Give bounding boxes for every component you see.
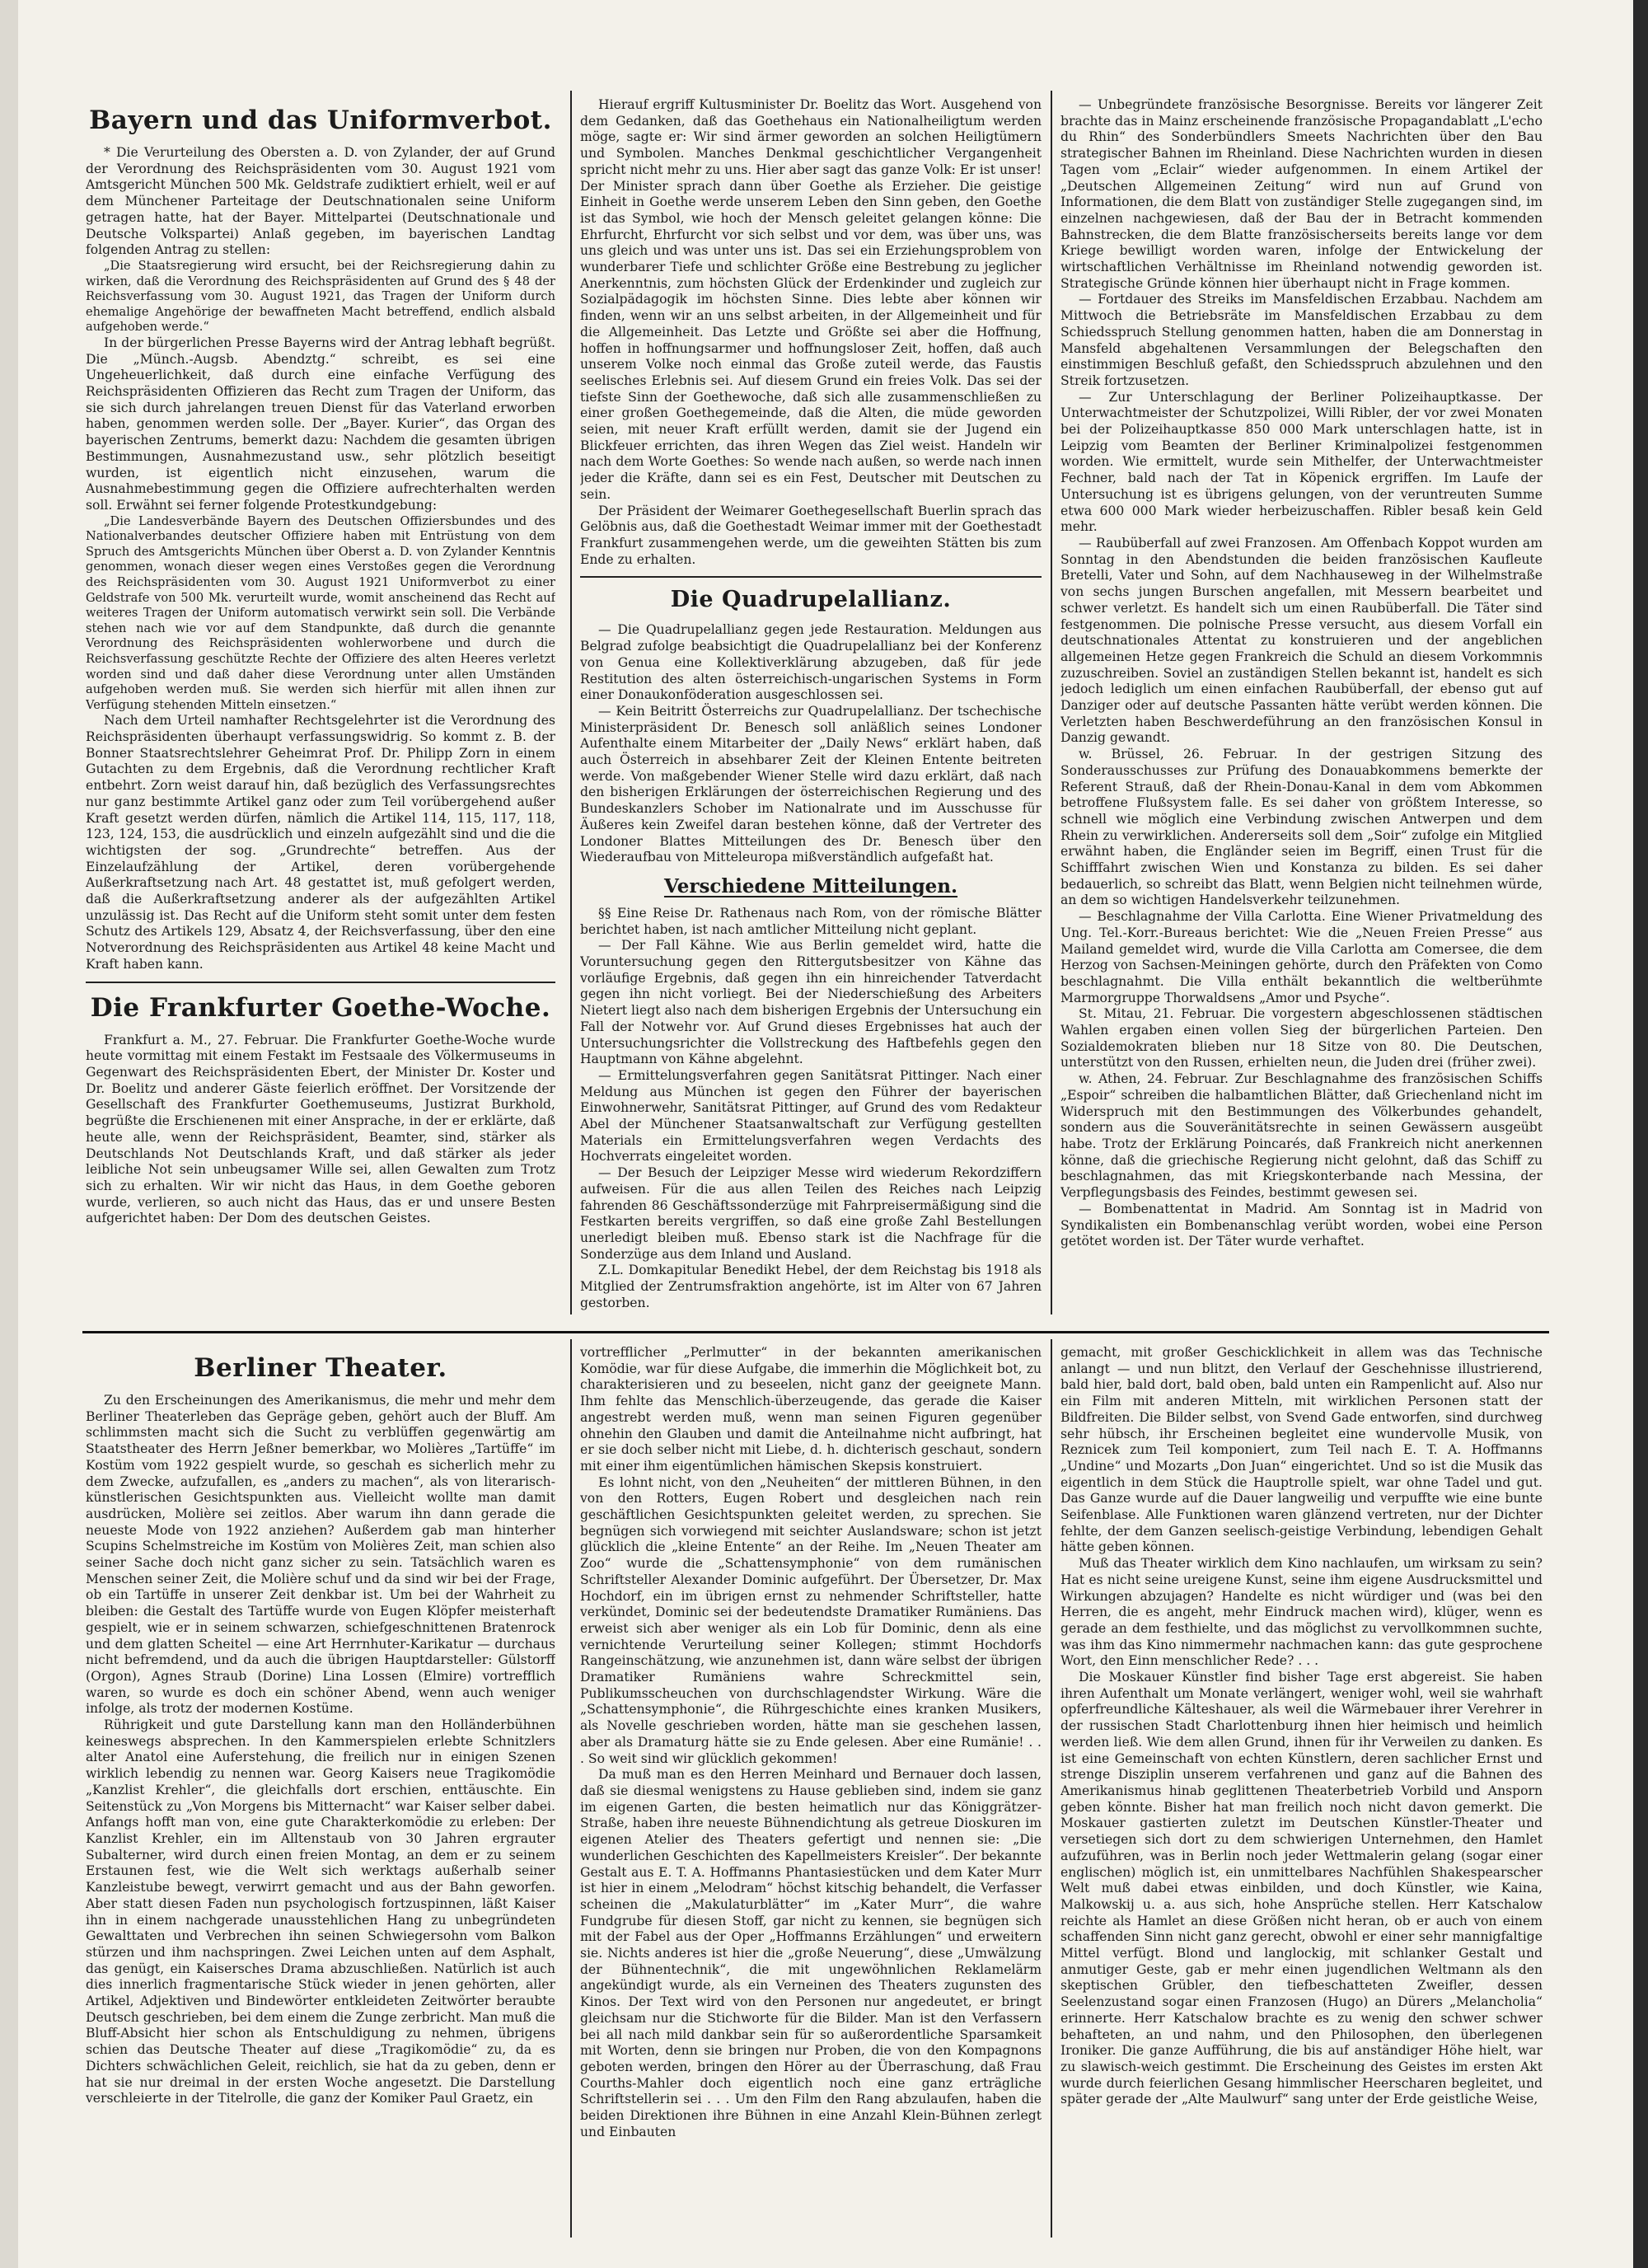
- news-item: — Der Besuch der Leipziger Messe wird wiederum Rekordziffern aufweisen. Für die aus allen Teilen des Reiches nach Leipzig fahrenden 86 Geschäftssonderzüge mit Fahrpreisermäßigung sind die Festkarten bereits vergriffen, so daß eine große Zahl Bestellungen unerledigt bleiben muß. Ebenso stark ist die Nachfrage für die Sonderzüge aus dem Inland und Ausland.: [580, 1165, 1042, 1262]
- news-item: — Raubüberfall auf zwei Franzosen. Am Offenbach Koppot wurden am Sonntag in den Abendstunden die beiden französischen Kaufleute Bretelli, Vater und Sohn, auf dem Nachhauseweg in der Wilhelmstraße von sechs jungen Burschen angefallen, mit Messern bearbeitet und schwer verletzt. Es handelt sich um einen Raubüberfall. Die Täter sind festgenommen. Die polnische Presse versucht, aus diesem Vorfall ein deutschnationales Attentat zu konstruieren und der angeblichen allgemeinen Hetze gegen Frankreich die Schuld an diesem Vorkommnis zuzuschreiben. Soviel an zuständigen Stellen bekannt ist, handelt es sich jedoch lediglich um einen einfachen Raubüberfall, der ebenso gut auf Danziger oder auf deutsche Passanten hätte verübt werden können. Die Verletzten haben Beschwerdeführung an den französischen Konsul in Danzig gewandt.: [1060, 535, 1543, 746]
- news-item: Z.L. Domkapitular Benedikt Hebel, der dem Reichstag bis 1918 als Mitglied der Zentrumsfraktion angehörte, ist im Alter von 67 Jahren gestorben.: [580, 1263, 1042, 1310]
- news-item: St. Mitau, 21. Februar. Die vorgestern abgeschlossenen städtischen Wahlen ergaben einen vollen Sieg der bürgerlichen Parteien. Den Sozialdemokraten blieben nur 18 Sitze von 80. Die Deutschen, unterstützt von den Russen, erhielten neun, die Juden drei (früher zwei).: [1060, 1006, 1543, 1071]
- article-divider: [580, 576, 1042, 578]
- article-paragraph: Muß das Theater wirklich dem Kino nachlaufen, um wirksam zu sein? Hat es nicht seine ureigene Kunst, seine ihm eigene Ausdrucksmittel und Wirkungen abzujagen? Handelte es nicht würdiger und (was bei den Herren, die es angeht, mehr Eindruck machen wird), klüger, wenn es gerade an dem festhielte, und das möglichst zu vervollkommnen suchte, was ihm das Kino nimmermehr nachmachen kann: das gute gesprochene Wort, den Einn menschlicher Rede? . . .: [1060, 1556, 1543, 1669]
- column-1: [86, 97, 555, 1313]
- page-left-edge: [0, 0, 18, 2268]
- feuilleton-rule: [82, 1331, 1549, 1333]
- news-item: — Ermittelungsverfahren gegen Sanitätsrat Pittinger. Nach einer Meldung aus München ist gegen den Führer der bayerischen Einwohnerwehr, Sanitätsrat Pittinger, auf Grund des vom Redakteur Abel der Münchener Staatsanwaltschaft zur Verfügung gestellten Materials ein Ermittelungsverfahren wegen Verdachts des Hochverrats eingeleitet worden.: [580, 1067, 1042, 1164]
- column-rule: [570, 91, 572, 1314]
- column-rule: [1051, 91, 1052, 1314]
- article-paragraph: Es lohnt nicht, von den „Neuheiten“ der mittleren Bühnen, in den von den Rotters, Eugen Robert und desgleichen nach rein geschäftlichen Gesichtspunkten geleitet werden, zu sprechen. Sie begnügen sich vorwiegend mit seichter Auslandsware; schon ist jetzt glücklich die „kleine Entente“ an der Reihe. Im „Neuen Theater am Zoo“ wurde die „Schattensymphonie“ von dem rumänischen Schriftsteller Alexander Dominic aufgeführt. Der Übersetzer, Dr. Max Hochdorf, ein im übrigen ernst zu nehmender Schriftsteller, hatte verkündet, Dominic sei der bedeutendste Dramatiker Rumäniens. Das erweist sich aber weniger als ein Lob für Dominic, denn als eine vernichtende Verurteilung seiner Kollegen; stimmt Hochdorfs Rangeinschätzung, wie anzunehmen ist, dann wäre selbst der übrigen Dramatiker Rumäniens wahre Schreckmittel sein, Publikumsscheuchen von durchschlagendster Wirkung. Wäre die „Schattensymphonie“, die Rührgeschichte eines kranken Musikers, als Novelle geschrieben worden, hätte man sie geschehen lassen, aber als Dramaturg hätte sie zu Ende gelesen. Aber eine Rumänie! . . . So weit sind wir glücklich gekommen!: [580, 1474, 1042, 1766]
- article-paragraph: * Die Verurteilung des Obersten a. D. von Zylander, der auf Grund der Verordnung des Reichspräsidenten vom 30. August 1921 vom Amtsgericht München 500 Mk. Geldstrafe zudiktiert erhielt, weil er auf dem Münchener Parteitage der Deutschnationalen seine Uniform getragen hatte, hat der Bayer. Mittelpartei (Deutschnationale und Deutsche Volkspartei) Anlaß gegeben, im bayerischen Landtag folgenden Antrag zu stellen:: [86, 145, 555, 258]
- feuilleton-column-1: [86, 1345, 555, 2239]
- news-item: — Beschlagnahme der Villa Carlotta. Eine Wiener Privatmeldung des Ung. Tel.-Korr.-Bureaus berichtet: Wie die „Neuen Freien Presse“ aus Mailand gemeldet wird, wurde die Villa Carlotta am Comersee, die dem Herzog von Sachsen-Meiningen gehörte, durch den Präfekten von Como beschlagnahmt. Die Villa enthält bekanntlich die weltberühmte Marmorgruppe Thorwaldsens „Amor und Psyche“.: [1060, 909, 1543, 1005]
- article-quote: „Die Staatsregierung wird ersucht, bei der Reichsregierung dahin zu wirken, daß die Verordnung des Reichspräsidenten auf Grund des § 48 der Reichsverfassung vom 30. August 1921, das Tragen der Uniform durch ehemalige Angehörige der bewaffneten Macht betreffend, endlich alsbald aufgehoben werde.“: [86, 258, 555, 335]
- article-quote: „Die Landesverbände Bayern des Deutschen Offiziersbundes und des Nationalverbandes deutscher Offiziere haben mit Entrüstung von dem Spruch des Amtsgerichts München über Oberst a. D. von Zylander Kenntnis genommen, wonach dieser wegen eines Verstoßes gegen die Verordnung des Reichspräsidenten vom 30. August 1921 Uniformverbot zu einer Geldstrafe von 500 Mk. verurteilt wurde, womit anscheinend das Recht auf weiteres Tragen der Uniform automatisch verwirkt sein soll. Die Verbände stehen nach wie vor auf dem Standpunkte, daß durch die genannte Verordnung des Reichspräsidenten wohlerworbene und durch die Reichsverfassung geschützte Rechte der Offiziere des alten Heeres verletzt worden sind und daß daher diese Verordnung unter allen Umständen aufgehoben werden muß. Sie werden sich hierfür mit allen ihnen zur Verfügung stehenden Mitteln einsetzen.“: [86, 513, 555, 712]
- news-item: w. Athen, 24. Februar. Zur Beschlagnahme des französischen Schiffs „Espoir“ schreiben die halbamtlichen Blätter, daß Griechenland nicht im Widerspruch mit den Bestimmungen des Völkerbundes gehandelt, sondern aus die Souveränitätsrechte in seinen Gewässern ausgeübt habe. Trotz der Erklärung Poincarés, daß Frankreich nicht anerkennen könne, daß die griechische Regierung nicht gelohnt, daß das Schiff zu beschlagnahmen, das mit Kriegskonterbande nach Messina, der Verpflegungsbasis des Feindes, bestimmt gewesen sei.: [1060, 1071, 1543, 1201]
- column-2: [580, 97, 1042, 1313]
- article-title: Berliner Theater.: [194, 1353, 447, 1383]
- column-rule: [570, 1339, 572, 2238]
- article-paragraph: — Kein Beitritt Österreichs zur Quadrupelallianz. Der tschechische Ministerpräsident Dr. Benesch soll anläßlich seines Londoner Aufenthalte einem Mitarbeiter der „Daily News“ erklärt haben, daß auch Österreich in absehbarer Zeit der Kleinen Entente beitreten werde. Von maßgebender Wiener Stelle wird dazu erklärt, daß nach den bisherigen Erklärungen der österreichischen Regierung und des Bundeskanzlers Schober im Nationalrate und im Ausschusse für Äußeres kein Zweifel daran bestehen könne, daß der Vertreter des Londoner Blattes Mitteilungen des Dr. Benesch über den Wiederaufbau von Mitteleuropa mißverständlich aufgefaßt hat.: [580, 703, 1042, 865]
- news-item: — Unbegründete französische Besorgnisse. Bereits vor längerer Zeit brachte das in Mainz erscheinende französische Propagandablatt „L'echo du Rhin“ des Sonderbündlers Smeets Nachrichten über den Bau strategischer Bahnen im Rheinland. Diese Nachrichten wurden in diesen Tagen vom „Eclair“ wieder aufgenommen. In einem Artikel der „Deutschen Allgemeinen Zeitung“ wird nun auf Grund von Informationen, die dem Blatt von zuständiger Stelle zugegangen sind, im einzelnen nachgewiesen, daß der Bau der in Betracht kommenden Bahnstrecken, die dem Blatte französischerseits bereits lange vor dem Kriege bewilligt worden waren, infolge der Entwickelung der wirtschaftlichen Verhältnisse im Rheinland notwendig geworden ist. Strategische Gründe können hier überhaupt nicht in Frage kommen.: [1060, 97, 1543, 291]
- article-paragraph: — Die Quadrupelallianz gegen jede Restauration. Meldungen aus Belgrad zufolge beabsichtigt die Quadrupelallianz bei der Konferenz von Genua eine Kollektiverklärung abzugeben, daß für jede Restitution des alten österreichisch-ungarischen Systems in Form einer Donaukonföderation ausgeschlossen sei.: [580, 622, 1042, 703]
- page-right-edge: [1633, 0, 1648, 2268]
- article-paragraph: In der bürgerlichen Presse Bayerns wird der Antrag lebhaft begrüßt. Die „Münch.-Augsb. Abendztg.“ schreibt, es sei eine Ungeheuerlichkeit, daß durch eine einfache Verfügung des Reichspräsidenten Offizieren das Recht zum Tragen der Uniform, das sie sich durch jahrelangen treuen Dienst für das Vaterland erworben haben, genommen werden solle. Der „Bayer. Kurier“, das Organ des bayerischen Zentrums, bemerkt dazu: Nachdem die gesamten übrigen Bestimmungen, Ausnahmezustand usw., sehr plötzlich beseitigt wurden, ist eigentlich nicht einzusehen, warum die Ausnahmebestimmung gegen die Offiziere aufrechterhalten werden soll. Erwähnt sei ferner folgende Protestkundgebung:: [86, 335, 555, 513]
- news-item: [580, 1312, 1042, 1313]
- article-paragraph: Nach dem Urteil namhafter Rechtsgelehrter ist die Verordnung des Reichspräsidenten überhaupt verfassungswidrig. So kommt z. B. der Bonner Staatsrechtslehrer Geheimrat Prof. Dr. Philipp Zorn in einem Gutachten zu dem Ergebnis, daß die Verordnung rechtlicher Kraft entbehrt. Zorn weist darauf hin, daß bezüglich des Verfassungsrechtes nur ganz bestimmte Artikel ganz oder zum Teil vorübergehend außer Kraft gesetzt werden dürfen, nämlich die Artikel 114, 115, 117, 118, 123, 124, 153, die ausdrücklich und einzeln aufgezählt sind und die die wichtigsten der sog. „Grundrechte“ betreffen. Aus der Einzelaufzählung der Artikel, deren vorübergehende Außerkraftsetzung nach Art. 48 gestattet ist, muß gefolgert werden, daß die Außerkraftsetzung anderer als der aufgezählten Artikel unzulässig ist. Das Recht auf die Uniform steht somit unter dem festen Schutz des Artikels 129, Absatz 4, der Reichsverfassung, über den eine Notverordnung des Reichspräsidenten aus Artikel 48 keine Macht und Kraft haben kann.: [86, 713, 555, 972]
- article-paragraph: Frankfurt a. M., 27. Februar. Die Frankfurter Goethe-Woche wurde heute vormittag mit einem Festakt im Festsaale des Völkermuseums in Gegenwart des Reichspräsidenten Ebert, der Minister Dr. Koster und Dr. Boelitz und anderer Gäste feierlich eröffnet. Der Vorsitzende der Gesellschaft des Frankfurter Goethemuseums, Justizrat Burkhold, begrüßte die Erschienenen mit einer Ansprache, in der er erklärte, daß heute alle, wenn der Reichspräsident, Beamter, sind, stärker als Deutschlands Not Deutschlands Kraft, und daß stärker als jeder leibliche Not sein unbeugsamer Wille sei, allen Gewalten zum Trotz sich zu erhalten. Wir wir nicht das Haus, in dem Goethe geboren wurde, verlieren, so auch nicht das Haus, das er und unsere Besten aufgerichtet haben: Der Dom des deutschen Geistes.: [86, 1032, 555, 1226]
- article-title: Die Frankfurter Goethe-Woche.: [90, 992, 551, 1023]
- feuilleton-column-3: [1060, 1345, 1543, 2239]
- section-title: Verschiedene Mitteilungen.: [663, 874, 958, 897]
- feuilleton-column-2: [580, 1345, 1042, 2239]
- article-divider: [86, 982, 555, 983]
- column-rule: [1051, 1339, 1052, 2238]
- column-3: [1060, 97, 1543, 1313]
- news-item: — Zur Unterschlagung der Berliner Polizeihauptkasse. Der Unterwachtmeister der Schutzpolizei, Willi Ribler, der vor zwei Monaten bei der Polizeihauptkasse 850 000 Mark unterschlagen hatte, ist in Leipzig vom Beamten der Berliner Kriminalpolizei festgenommen worden. Wie ermittelt, wurde sein Mithelfer, der Unterwachtmeister Fechner, bald nach der Tat in Köpenick ergriffen. Im Laufe der Untersuchung ist es übrigens gelungen, von der veruntreuten Summe etwa 600 000 Mark wieder herbeizuschaffen. Ribler besaß kein Geld mehr.: [1060, 389, 1543, 535]
- news-item: — Fortdauer des Streiks im Mansfeldischen Erzabbau. Nachdem am Mittwoch die Betriebsräte im Mansfeldischen Erzabbau zu dem Schiedsspruch Stellung genommen hatten, haben die am Donnerstag in Mansfeld abgehaltenen Versammlungen der Belegschaften den einstimmigen Beschluß gefaßt, den Schiedsspruch abzulehnen und den Streik fortzusetzen.: [1060, 292, 1543, 388]
- article-title: Bayern und das Uniformverbot.: [89, 105, 552, 135]
- news-item: — Der Fall Kähne. Wie aus Berlin gemeldet wird, hatte die Voruntersuchung gegen den Rittergutsbesitzer von Kähne das vorläufige Ergebnis, daß gegen ihn ein hinreichender Tatverdacht gegen ihn nicht vorliegt. Bei der Niederschießung des Arbeiters Nietert liegt also nach dem bisherigen Ergebnis der Untersuchung ein Fall der Notwehr vor. Auf Grund dieses Ergebnisses hat auch der Untersuchungsrichter die Vollstreckung des Haftbefehls gegen den Hauptmann von Kähne abgelehnt.: [580, 938, 1042, 1067]
- article-paragraph: gemacht, mit großer Geschicklichkeit in allem was das Technische anlangt — und nun blitzt, den Verlauf der Geschehnisse illustrierend, bald hier, bald dort, bald oben, bald unten ein Rampenlicht auf. Also nur ein Film mit anderen Mitteln, mit wirklichen Personen statt der Bildfreiten. Die Bilder selbst, von Svend Gade entworfen, sind durchweg sehr hübsch, ihr Erscheinen begleitet eine wundervolle Musik, von Reznicek zum Teil komponiert, zum Teil nach E. T. A. Hoffmanns „Undine“ und Mozarts „Don Juan“ eingerichtet. Und so ist die Musik das eigentlich in dem Stück die Hauptrolle spielt, war ohne Tadel und gut. Das Ganze wurde auf die Dauer langweilig und verpuffte wie eine bunte Seifenblase. Alle Funktionen waren glänzend vertreten, nur der Dichter fehlte, der dem Ganzen seelisch-geistige Verbindung, lebendigen Gehalt hätte geben können.: [1060, 1345, 1543, 1555]
- news-item: — Bombenattentat in Madrid. Am Sonntag ist in Madrid von Syndikalisten ein Bombenanschlag verübt worden, wobei eine Person getötet worden ist. Der Täter wurde verhaftet.: [1060, 1201, 1543, 1249]
- article-paragraph: Zu den Erscheinungen des Amerikanismus, die mehr und mehr dem Berliner Theaterleben das Gepräge geben, gehört auch der Bluff. Am schlimmsten macht sich die Sucht zu verblüffen gegenwärtig am Staatstheater des Herrn Jeßner bemerkbar, wo Molières „Tartüffe“ im Kostüm vom 1922 gespielt wurde, so geschah es sicherlich mehr zu dem Zwecke, aufzufallen, es „anders zu machen“, als von literarisch-künstlerischen Gesichtspunkten aus. Vielleicht wollte man damit ausdrücken, Molière sei zeitlos. Aber warum ihn dann gerade die neueste Mode von 1922 anziehen? Außerdem gab man hinterher Scupins Schelmstreiche im Kostüm von Molières Zeit, man schien also seiner Sache doch nicht ganz sicher zu sein. Tatsächlich waren es Menschen seiner Zeit, die Molière schuf und da sind wir bei der Frage, ob ein Tartüffe in unserer Zeit denkbar ist. Um bei der Wahrheit zu bleiben: die Gestalt des Tartüffe wurde von Eugen Klöpfer meisterhaft gespielt, wie er in seinem schwarzen, schiefgeschnittenen Bratenrock und dem glatten Scheitel — eine Art Herrnhuter-Karikatur — durchaus nicht befremdend, und da auch die übrigen Hauptdarsteller: Gülstorff (Orgon), Agnes Straub (Dorine) Lina Lossen (Elmire) vortrefflich waren, so wurde es doch ein schöner Abend, wenn auch weniger infolge, als trotz der modernen Kostüme.: [86, 1393, 555, 1717]
- article-paragraph: vortrefflicher „Perlmutter“ in der bekannten amerikanischen Komödie, war für diese Aufgabe, die immerhin die Möglichkeit bot, zu charakterisieren und zu beseelen, nicht ganz der geeignete Mann. Ihm fehlte das Menschlich-überzeugende, das gerade die Kaiser angestrebt werden muß, wenn man seinen Figuren gegenüber ohnehin den Glauben und damit die Anteilnahme nicht aufbringt, hat er sie doch selber nicht mit Liebe, d. h. dichterisch geschaut, sondern mit einer ihm eigentümlichen hämischen Skepsis konstruiert.: [580, 1345, 1042, 1474]
- news-item: w. Brüssel, 26. Februar. In der gestrigen Sitzung des Sonderausschusses zur Prüfung des Donauabkommens bemerkte der Referent Strauß, daß der Rhein-Donau-Kanal in dem vom Abkommen betroffene Flußsystem falle. Es sei daher von größtem Interesse, so schnell wie möglich eine Verbindung zwischen Antwerpen und dem Rhein zu verwirklichen. Andererseits soll dem „Soir“ zufolge ein Mitglied erwähnt haben, die Engländer seien im Begriff, einen Trust für die Schifffahrt zwischen Wien und Konstanza zu bilden. Es sei daher bedauerlich, so schreibt das Blatt, wenn Belgien nicht teilnehmen würde, an dem so wichtigen Handelsverkehr teilzunehmen.: [1060, 747, 1543, 908]
- article-paragraph: Der Präsident der Weimarer Goethegesellschaft Buerlin sprach das Gelöbnis aus, daß die Goethestadt Weimar immer mit der Goethestadt Frankfurt zusammengehen werde, um die geweihten Stätten bis zum Ende zu erhalten.: [580, 503, 1042, 567]
- news-item: §§ Eine Reise Dr. Rathenaus nach Rom, von der römische Blätter berichtet haben, ist nach amtlicher Mitteilung nicht geplant.: [580, 905, 1042, 937]
- article-paragraph: Rührigkeit und gute Darstellung kann man den Holländerbühnen keineswegs absprechen. In den Kammerspielen erlebte Schnitzlers alter Anatol eine Auferstehung, die freilich nur in einigen Szenen wirklich lebendig zu nennen war. Georg Kaisers neue Tragikomödie „Kanzlist Krehler“, die gleichfalls dort erschien, enttäuschte. Ein Seitenstück zu „Von Morgens bis Mitternacht“ war Kaiser selber dabei. Anfangs hofft man von, eine gute Charakterkomödie zu erleben: Der Kanzlist Krehler, ein im Alltenstaub von 30 Jahren ergrauter Subalterner, wird durch einen freien Montag, an dem er zu seinem Erstaunen fest, wie die Welt sich werktags außerhalb seiner Kanzleistube bewegt, verwirrt gemacht und aus der Bahn geworfen. Aber statt diesen Faden nun psychologisch fortzuspinnen, läßt Kaiser ihn in einem nachgerade unausstehlichen Hang zu unbegründeten Gewalttaten und Verbrechen ihn seinen Schwiegersohn vom Balkon stürzen und ihm nachspringen. Zwei Leichen unten auf dem Asphalt, das genügt, ein Kaisersches Drama abzuschließen. Natürlich ist auch dies innerlich fragmentarische Stück wieder in jenen gehörten, aller Artikel, Adjektiven und Bindewörter entkleideten Zeitwörter beraubte Deutsch geschrieben, bei dem einem die Zunge zerbricht. Man muß die Bluff-Absicht hier schon als Entschuldigung zu nehmen, übrigens schien das Deutsche Theater auf diese „Tragikomödie“ zu, da es Dichters schwächlichen Geleit, reichlich, sie hat da zu geben, denn er hat sie nur dreimal in der ersten Woche angesetzt. Die Darstellung verschleierte in der Titelrolle, die ganz der Komiker Paul Graetz, ein: [86, 1717, 555, 2106]
- article-paragraph: Da muß man es den Herren Meinhard und Bernauer doch lassen, daß sie diesmal wenigstens zu Hause geblieben sind, indem sie ganz im eigenen Garten, die besten heimatlich nur das Königgrätzer-Straße, haben ihre neueste Bühnendichtung als getreue Dioskuren im eigenen Atelier des Theaters gefertigt und nennen sie: „Die wunderlichen Geschichten des Kapellmeisters Kreisler“. Der bekannte Gestalt aus E. T. A. Hoffmanns Phantasiestücken und dem Kater Murr ist hier in einem „Melodram“ höchst kitschig behandelt, die Verfasser scheinen die „Makulaturblätter“ im „Kater Murr“, die wahre Fundgrube für diesen Stoff, gar nicht zu kennen, sie begnügen sich mit der Fabel aus der Oper „Hoffmanns Erzählungen“ und erweitern sie. Nichts anderes ist hier die „große Neuerung“, diese „Umwälzung der Bühnentechnik“, die mit ungewöhnlichen Reklamelärm angekündigt wurde, als ein Verneinen des Theaters zugunsten des Kinos. Der Text wird von den Personen nur angedeutet, er bringt gleichsam nur die Stichworte für die Bilder. Man ist den Verfassern bei all nach mild dankbar sein für so außerordentliche Sparsamkeit mit Worten, denn sie bringen nur Proben, die von den Kompagnons geboten werden, bringen den Hörer au der Überraschung, daß Frau Courths-Mahler doch eigentlich noch eine ganz erträgliche Schriftstellerin sei . . . Um den Film den Rang abzulaufen, haben die beiden Direktionen ihre Bühnen in eine Anzahl Klein-Bühnen zerlegt und Einbauten: [580, 1767, 1042, 2139]
- article-title: Die Quadrupelallianz.: [670, 587, 952, 613]
- article-paragraph: Die Moskauer Künstler find bisher Tage erst abgereist. Sie haben ihren Aufenthalt um Monate verlängert, weniger wohl, weil sie wahrhaft opferfreundliche Kälteshauer, als weil die Wärmebauer ihrer Verehrer in der russischen Stadt Charlottenburg ihnen hier heimisch und heimlich werden ließ. Wie dem allen Grund, ihnen für ihr Verweilen zu danken. Es ist eine Gemeinschaft von echten Künstlern, deren sachlicher Ernst und strenge Disziplin unserem verfahrenen und ganz auf die Bahnen des Amerikanismus hinab geglittenen Theaterbetrieb Vorbild und Ansporn geben könnte. Bisher hat man freilich noch nicht davon gemerkt. Die Moskauer gastierten zuletzt im Deutschen Künstler-Theater und versetiegen sich dort zu dem schwierigen Unternehmen, den Hamlet aufzuführen, was in Berlin noch jeder Wettmalerin gelang (sogar einer englischen) möglich ist, ein unmittelbares Nachfühlen Shakespearscher Welt muß dabei etwas einbilden, und doch Künstler, wie Kaina, Malkowskij u. a. aus sich, hohe Ansprüche stellen. Herr Katschalow reichte als Hamlet an diese Größen nicht heran, ob er auch von einem schaffenden Sinn nicht ganz gerecht, obwohl er einer sehr mannigfaltige Mittel verfügt. Blond und langlockig, mit schlanker Gestalt und anmutiger Geste, gab er mehr einen jugendlichen Weltmann als den skeptischen Grübler, den tiefbeschatteten Zweifler, dessen Seelenzustand sogar einen Franzosen (Hugo) an Dürers „Melancholia“ erinnerte. Herr Katschalow brachte es zu wenig den schwer schwer behafteten, an und nahm, und den Philosophen, den überlegenen Ironiker. Die ganze Aufführung, die bis auf anständiger Höhe hielt, war zu slawisch-weich gestimmt. Die Erscheinung des Geistes im ersten Akt wurde durch feierlichen Gesang himmlischer Heerscharen begleitet, und später gerade der „Alte Maulwurf“ sang unter der Erde geistliche Weise,: [1060, 1670, 1543, 2107]
- article-paragraph: Hierauf ergriff Kultusminister Dr. Boelitz das Wort. Ausgehend von dem Gedanken, daß das Goethehaus ein Nationalheiligtum werden möge, sagte er: Wir sind ärmer geworden an solchen Heiligtümern und Symbolen. Manches Denkmal geschichtlicher Vergangenheit spricht nicht mehr zu uns. Hier aber sagt das ganze Volk: Er ist unser! Der Minister sprach dann über Goethe als Erzieher. Die geistige Einheit in Goethe werde unserem Leben den Sinn geben, den Goethe ist das Symbol, wie hoch der Mensch geleitet gelangen könne: Die Ehrfurcht, Ehrfurcht vor sich selbst und vor dem, was über uns, was uns gleich und was unter uns ist. Das sei ein Erziehungsproblem von wunderbarer Tiefe und schlichter Größe eine Bestrebung zu jeglicher Anerkenntnis, zum höchsten Glück der Erdenkinder und zugleich zur Sozialpädagogik im höchsten Sinne. Dies lebte aber können wir finden, wenn wir an uns selbst arbeiten, in der Allgemeinheit und für die Allgemeinheit. Das Letzte und Größte sei aber die Hoffnung, hoffen in hoffnungsarmer und hoffnungsloser Zeit, hoffen, daß auch unserem Volke noch einmal das Große zuteil werde, das Faustis seelisches Erlebnis sei. Auf diesem Grund ein freies Volk. Das sei der tiefste Sinn der Goethewoche, daß sich alle zusammenschließen zu einer großen Goethegemeinde, daß die Alten, die müde geworden seien, mit neuer Kraft erfüllt werden, damit sie der Jugend ein Blickfeuer errichten, das ihren Wegen das Ziel weist. Handeln wir nach dem Worte Goethes: So wende nach außen, so werde nach innen jeder die Kräfte, dann sei es ein Fest, Deutscher mit Deutschen zu sein.: [580, 97, 1042, 502]
